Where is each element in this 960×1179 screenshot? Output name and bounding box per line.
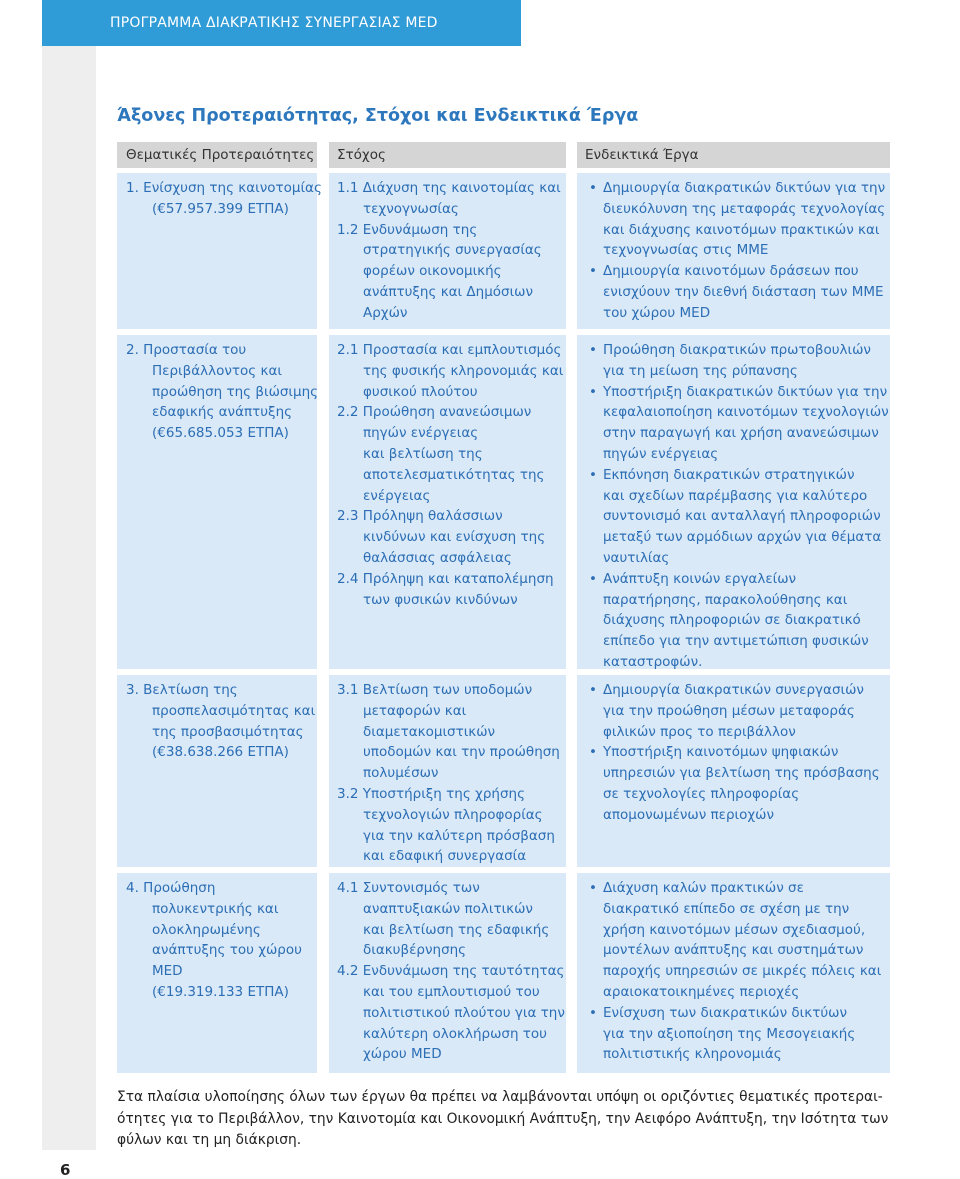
project-bullet-item: • Διάχυση καλών πρακτικών σε — [585, 878, 890, 899]
project-bullet-item: • Δημιουργία διακρατικών συνεργασιών — [585, 680, 890, 701]
objective-line: υποδομών και την προώθηση — [363, 744, 560, 761]
objective-line: ανάπτυξης και Δημόσιων — [363, 283, 534, 300]
priority-line: (€57.957.399 ΕΤΠΑ) — [152, 200, 289, 217]
project-line: διευκόλυνση της μεταφοράς τεχνολογίας — [603, 200, 886, 217]
objective-line: 2.1 Προστασία και εμπλουτισμός — [337, 342, 562, 358]
priority-cell — [117, 173, 322, 329]
project-line: παροχής υπηρεσιών σε μικρές πόλεις και — [603, 963, 882, 980]
objective-line: διακυβέρνησης — [363, 942, 467, 959]
projects-cell — [577, 675, 890, 867]
objective-line: φυσικού πλούτου — [363, 383, 478, 400]
project-bullet-item: • Προώθηση διακρατικών πρωτοβουλιών — [585, 340, 890, 361]
objective-line: στρατηγικής συνεργασίας — [363, 242, 542, 259]
objective-line: θαλάσσιας ασφάλειας — [363, 549, 512, 566]
footer-line: φύλων και τη μη διάκριση. — [117, 1132, 302, 1148]
objective-line: κινδύνων και ενίσχυση της — [363, 529, 546, 546]
objective-line: αναπτυξιακών πολιτικών — [363, 900, 533, 917]
project-line: αραιοκατοικημένες περιοχές — [603, 983, 800, 1000]
priority-line: 1. Ενίσχυση της καινοτομίας — [126, 180, 322, 196]
objective-line: πολυμέσων — [363, 765, 439, 782]
project-line: φιλικών προς το περιβάλλον — [603, 723, 796, 740]
project-line: κεφαλαιοποίηση καινοτόμων τεχνολογιών — [603, 404, 889, 421]
objective-line: και του εμπλουτισμού του — [363, 983, 540, 1000]
project-line: μεταξύ των αρμόδιων αρχών για θέματα — [603, 529, 882, 546]
project-bullet-item: • Υποστήριξη καινοτόμων ψηφιακών — [585, 742, 890, 763]
objective-line: μεταφορών και — [363, 702, 467, 719]
page-title: Άξονες Προτεραιότητας, Στόχοι και Ενδεικτικά Έργα — [117, 106, 639, 126]
objective-line: 4.2 Ενδυνάμωση της ταυτότητας — [337, 963, 565, 980]
project-line: για την προώθηση μέσων μεταφοράς — [603, 702, 855, 719]
project-bullet-item: • Δημιουργία διακρατικών δικτύων για την — [585, 178, 890, 199]
page-number: 6 — [60, 1161, 71, 1179]
footer-line: Στα πλαίσια υλοποίησης όλων των έργων θα πρέπει να λαμβάνονται υπόψη οι οριζόντιες θεματικές προτεραι- — [117, 1089, 883, 1105]
objective-line: 2.4 Πρόληψη και καταπολέμηση — [337, 570, 554, 587]
priority-line: Περιβάλλοντος και — [152, 362, 282, 379]
project-line: παρατήρησης, παρακολούθησης και — [603, 591, 848, 608]
priority-line: ανάπτυξης του χώρου — [152, 942, 302, 959]
project-line: ναυτιλίας — [603, 549, 670, 566]
priority-line: της προσβασιμότητας — [152, 723, 304, 740]
objective-line: καλύτερη ολοκλήρωση του — [363, 1025, 547, 1042]
project-line: καταστροφών. — [603, 653, 703, 670]
objective-line: φορέων οικονομικής — [363, 263, 502, 280]
objective-line: Αρχών — [363, 304, 408, 321]
objective-cell — [329, 675, 566, 867]
header-priorities: Θεματικές Προτεραιότητες — [117, 142, 317, 168]
objective-line: για την καλύτερη πρόσβαση — [363, 827, 555, 844]
footer-note — [117, 1087, 897, 1152]
objective-line: της φυσικής κληρονομιάς και — [363, 362, 564, 379]
priority-line: 2. Προστασία του — [126, 342, 247, 358]
objective-cell — [329, 173, 566, 329]
project-bullet-item: • Υποστήριξη διακρατικών δικτύων για την — [585, 382, 890, 403]
project-bullet-item: • Ανάπτυξη κοινών εργαλείων — [585, 569, 890, 590]
project-bullet-item: • Δημιουργία καινοτόμων δράσεων που — [585, 261, 890, 282]
priority-line: (€65.685.053 ΕΤΠΑ) — [152, 425, 289, 442]
priority-line: ολοκληρωμένης — [152, 921, 261, 938]
header-projects: Ενδεικτικά Έργα — [577, 142, 890, 168]
project-line: για τη μείωση της ρύπανσης — [603, 362, 798, 379]
objective-line: διαμετακομιστικών — [363, 723, 496, 740]
priority-cell — [117, 873, 317, 1073]
objective-line: 4.1 Συντονισμός των — [337, 880, 480, 896]
project-line: χρήση καινοτόμων μέσων σχεδιασμού, — [603, 921, 866, 938]
priority-line: προώθηση της βιώσιμης — [152, 383, 319, 400]
objective-line: τεχνογνωσίας — [363, 200, 459, 217]
objective-line: 3.1 Βελτίωση των υποδομών — [337, 682, 533, 698]
priority-cell — [117, 335, 317, 669]
priority-line: προσπελασιμότητας και — [152, 702, 316, 719]
project-line: και διάχυσης καινοτόμων πρακτικών και — [603, 221, 880, 238]
header-objective: Στόχος — [329, 142, 566, 168]
priority-line: 4. Προώθηση — [126, 880, 216, 896]
header-band — [42, 0, 521, 46]
objective-line: 2.2 Προώθηση ανανεώσιμων — [337, 404, 532, 421]
priority-line: (€19.319.133 ΕΤΠΑ) — [152, 983, 289, 1000]
footer-line: ότητες για το Περιβάλλον, την Καινοτομία και Οικονομική Ανάπτυξη, την Αειφόρο Ανάπτυξη, την Ισότητα των — [117, 1110, 889, 1127]
objective-cell — [329, 873, 566, 1073]
priority-cell — [117, 675, 317, 867]
project-bullet-item: • Εκπόνηση διακρατικών στρατηγικών — [585, 465, 890, 486]
priority-line: εδαφικής ανάπτυξης — [152, 404, 293, 421]
program-title: ΠΡΟΓΡΑΜΜΑ ΔΙΑΚΡΑΤΙΚΗΣ ΣΥΝΕΡΓΑΣΙΑΣ MED — [110, 15, 438, 31]
objective-line: 3.2 Υποστήριξη της χρήσης — [337, 785, 526, 802]
objective-line: και βελτίωση της — [363, 445, 483, 462]
project-line: μοντέλων ανάπτυξης και συστημάτων — [603, 942, 864, 959]
project-line: απομονωμένων περιοχών — [603, 806, 775, 823]
objective-line: και βελτίωση της εδαφικής — [363, 921, 550, 938]
priority-line: (€38.638.266 ΕΤΠΑ) — [152, 744, 289, 761]
project-line: διακρατικό επίπεδο σε σχέση με την — [603, 900, 850, 917]
priority-line: πολυκεντρικής και — [152, 900, 279, 917]
projects-cell — [577, 173, 890, 329]
project-line: διάχυσης πληροφοριών σε διακρατικό — [603, 612, 861, 629]
priority-line: MED — [152, 963, 183, 980]
objective-line: και εδαφική συνεργασία — [363, 848, 527, 865]
project-bullet-item: • Ενίσχυση των διακρατικών δικτύων — [585, 1003, 890, 1024]
objective-cell — [329, 335, 566, 669]
objective-line: των φυσικών κινδύνων — [363, 591, 518, 608]
projects-cell — [577, 873, 890, 1073]
left-margin-bar — [42, 46, 96, 1150]
objective-line: τεχνολογιών πληροφορίας — [363, 806, 543, 823]
project-line: πολιτιστικής κληρονομιάς — [603, 1046, 782, 1063]
objective-line: 2.3 Πρόληψη θαλάσσιων — [337, 508, 503, 525]
project-line: και σχεδίων παρέμβασης για καλύτερο — [603, 487, 868, 504]
project-line: συντονισμό και ανταλλαγή πληροφοριών — [603, 508, 881, 525]
objective-line: 1.2 Ενδυνάμωση της — [337, 221, 478, 238]
project-line: ενισχύουν την διεθνή διάσταση των ΜΜΕ — [603, 283, 884, 300]
objective-line: 1.1 Διάχυση της καινοτομίας και — [337, 180, 561, 196]
project-line: τεχνογνωσίας στις ΜΜΕ — [603, 242, 769, 259]
project-line: επίπεδο για την αντιμετώπιση φυσικών — [603, 633, 869, 650]
project-line: του χώρου MED — [603, 304, 711, 321]
objective-line: αποτελεσματικότητας της — [363, 466, 545, 483]
project-line: πηγών ενέργειας — [603, 445, 719, 462]
objective-line: πολιτιστικού πλούτου για την — [363, 1004, 565, 1021]
project-line: σε τεχνολογίες πληροφορίας — [603, 785, 800, 802]
project-line: για την αξιοποίηση της Μεσογειακής — [603, 1025, 856, 1042]
objective-line: ενέργειας — [363, 487, 431, 504]
project-line: υπηρεσιών για βελτίωση της πρόσβασης — [603, 765, 880, 782]
objective-line: πηγών ενέργειας — [363, 425, 479, 442]
project-line: στην παραγωγή και χρήση ανανεώσιμων — [603, 425, 879, 442]
objective-line: χώρου MED — [363, 1046, 442, 1063]
projects-cell — [577, 335, 890, 669]
priority-line: 3. Βελτίωση της — [126, 682, 238, 698]
